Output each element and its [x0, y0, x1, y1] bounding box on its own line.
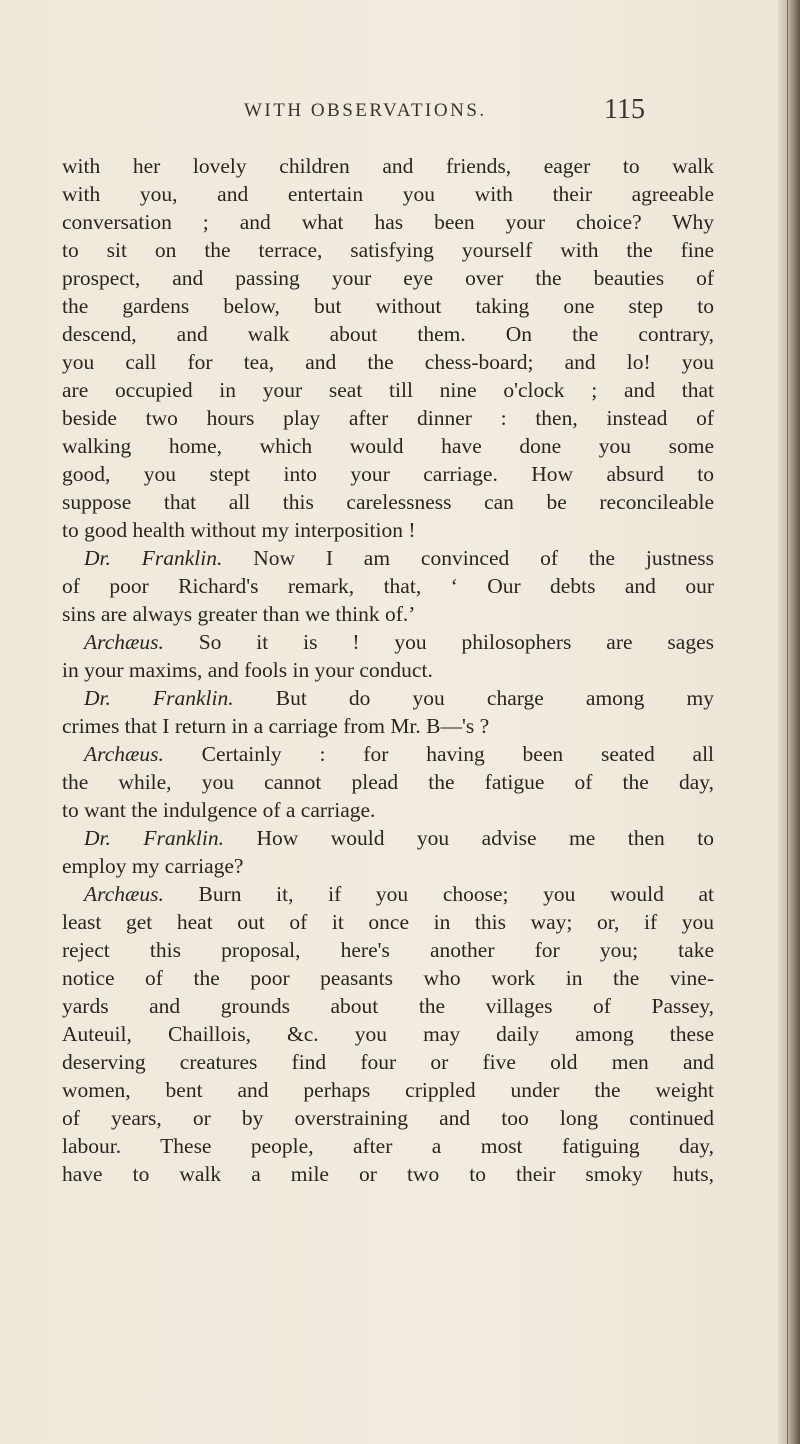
text-line: [62, 908, 714, 936]
speaker-name: Archæus.: [84, 882, 164, 906]
line-text: beside two hours play after dinner : then, instead of: [62, 406, 714, 430]
text-line: [62, 320, 714, 348]
line-text: women, bent and perhaps crippled under the weight: [62, 1078, 714, 1102]
text-line: [62, 572, 714, 600]
speaker-name: Dr. Franklin.: [84, 826, 224, 850]
line-text: good, you stept into your carriage. How absurd to: [62, 462, 714, 486]
text-line: [62, 1132, 714, 1160]
line-text: sins are always greater than we think of.’: [62, 602, 416, 626]
speaker-name: Dr. Franklin.: [84, 686, 234, 710]
text-line: [62, 292, 714, 320]
line-text: of poor Richard's remark, that, ‘ Our debts and our: [62, 574, 714, 598]
text-line: [62, 264, 714, 292]
text-line: [62, 152, 714, 180]
text-line: [62, 740, 714, 768]
line-text: deserving creatures find four or five old men and: [62, 1050, 714, 1074]
binding-gutter: [778, 0, 800, 1444]
text-line: [62, 684, 714, 712]
text-line: [62, 1160, 714, 1188]
line-text: descend, and walk about them. On the contrary,: [62, 322, 714, 346]
line-text: But do you charge among my: [275, 686, 715, 710]
text-line: [62, 404, 714, 432]
line-text: Now I am convinced of the justness: [253, 546, 715, 570]
speaker-name: Dr. Franklin.: [84, 546, 223, 570]
line-text: walking home, which would have done you some: [62, 434, 714, 458]
line-text: conversation ; and what has been your choice? Why: [62, 210, 714, 234]
line-text: labour. These people, after a most fatiguing day,: [62, 1134, 714, 1158]
line-text: to want the indulgence of a carriage.: [62, 798, 376, 822]
line-text: are occupied in your seat till nine o'clock ; and that: [62, 378, 714, 402]
line-text: with her lovely children and friends, eager to walk: [62, 154, 714, 178]
line-text: in your maxims, and fools in your conduct.: [62, 658, 433, 682]
line-text: to sit on the terrace, satisfying yourself with the fine: [62, 238, 714, 262]
line-text: So it is ! you philosophers are sages: [198, 630, 714, 654]
text-line: [62, 208, 714, 236]
text-line: [62, 432, 714, 460]
text-line: [62, 376, 714, 404]
line-text: suppose that all this carelessness can be reconcileable: [62, 490, 714, 514]
text-line: [62, 1104, 714, 1132]
line-text: yards and grounds about the villages of Passey,: [62, 994, 714, 1018]
text-line: [62, 488, 714, 516]
line-text: crimes that I return in a carriage from Mr. B—'s ?: [62, 714, 490, 738]
text-line: [62, 796, 714, 824]
line-text: prospect, and passing your eye over the beauties of: [62, 266, 714, 290]
text-line: [62, 964, 714, 992]
page-number: 115: [604, 94, 645, 125]
speaker-name: Archæus.: [84, 630, 164, 654]
text-line: [62, 236, 714, 264]
line-text: reject this proposal, here's another for you; take: [62, 938, 714, 962]
text-line: [62, 824, 714, 852]
line-text: to good health without my interposition !: [62, 518, 416, 542]
text-line: [62, 1020, 714, 1048]
text-line: [62, 880, 714, 908]
line-text: with you, and entertain you with their agreeable: [62, 182, 714, 206]
speaker-name: Archæus.: [84, 742, 164, 766]
text-line: [62, 992, 714, 1020]
text-line: [62, 656, 714, 684]
body-text: [62, 152, 714, 1188]
line-text: Auteuil, Chaillois, &c. you may daily among these: [62, 1022, 714, 1046]
binding-edge: [787, 0, 788, 1444]
text-line: [62, 460, 714, 488]
text-line: [62, 180, 714, 208]
text-line: [62, 348, 714, 376]
text-line: [62, 768, 714, 796]
line-text: the gardens below, but without taking one step to: [62, 294, 714, 318]
text-line: [62, 1076, 714, 1104]
line-text: Burn it, if you choose; you would at: [198, 882, 715, 906]
line-text: you call for tea, and the chess-board; and lo! you: [62, 350, 714, 374]
text-line: [62, 516, 714, 544]
text-line: [62, 852, 714, 880]
text-line: [62, 628, 714, 656]
line-text: of years, or by overstraining and too long continued: [62, 1106, 714, 1130]
line-text: employ my carriage?: [62, 854, 244, 878]
line-text: the while, you cannot plead the fatigue of the day,: [62, 770, 714, 794]
line-text: Certainly : for having been seated all: [201, 742, 715, 766]
text-line: [62, 936, 714, 964]
text-line: [62, 1048, 714, 1076]
line-text: least get heat out of it once in this way; or, if you: [62, 910, 714, 934]
text-line: [62, 544, 714, 572]
line-text: How would you advise me then to: [256, 826, 714, 850]
text-line: [62, 712, 714, 740]
line-text: have to walk a mile or two to their smoky huts,: [62, 1162, 714, 1186]
running-head: WITH OBSERVATIONS.: [244, 100, 487, 121]
text-line: [62, 600, 714, 628]
line-text: notice of the poor peasants who work in the vine-: [62, 966, 714, 990]
